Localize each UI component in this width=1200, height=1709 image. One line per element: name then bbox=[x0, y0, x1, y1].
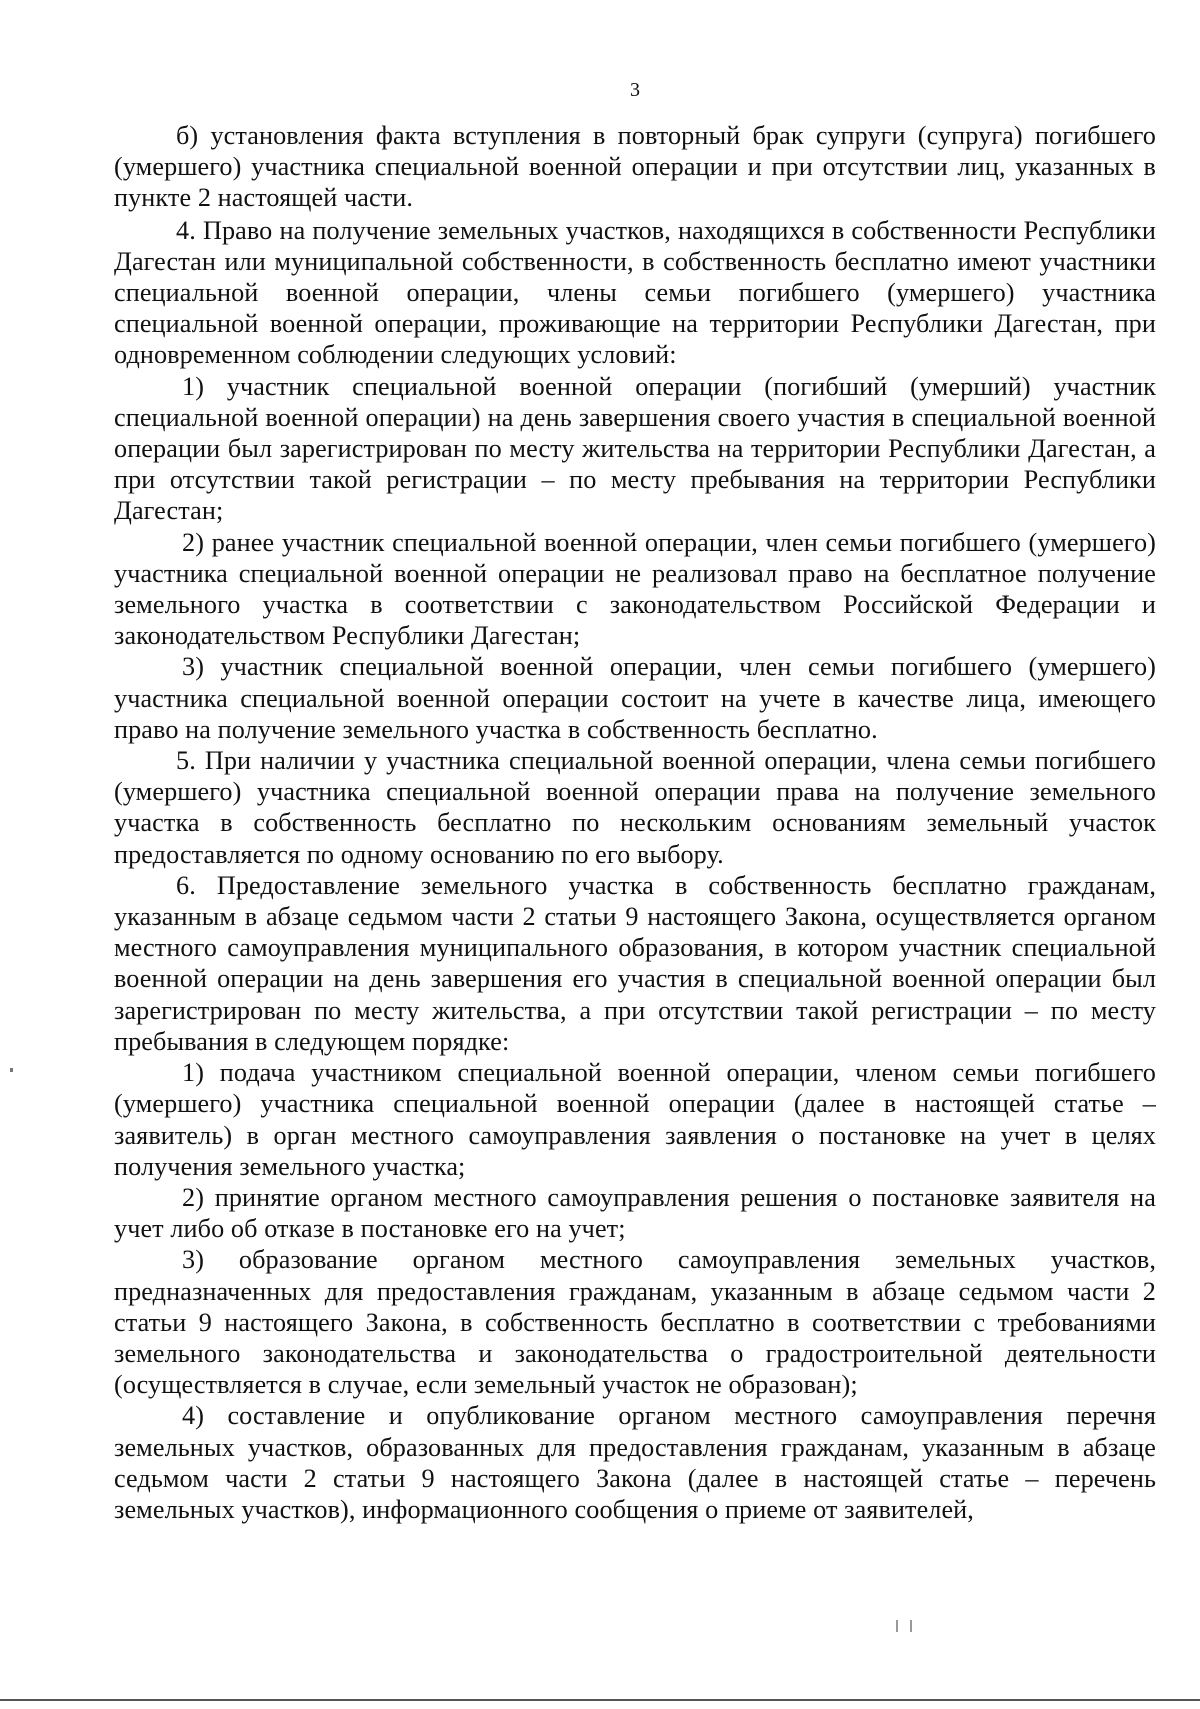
document-body bbox=[114, 120, 1156, 1525]
paragraph-6: 6. Предоставление земельного участка в собственность бесплатно гражданам, указанным в абзаце седьмом части 2 статьи 9 настоящего Закона, осуществляется органом местного самоуправления муниципального образования, в котором участник специальной военной операции на день завершения его участия в специальной военной операции был зарегистрирован по месту жительства, а при отсутствии такой регистрации – по месту пребывания в следующем порядке: bbox=[114, 870, 1156, 1056]
scan-mark bbox=[896, 1620, 898, 1632]
scan-mark bbox=[910, 1620, 912, 1632]
paragraph-5: 5. При наличии у участника специальной военной операции, члена семьи погибшего (умершего) участника специальной военной операции права на получение земельного участка в собственность бесплатно по нескольким основаниям земельный участок предоставляется по одному основанию по его выбору. bbox=[114, 746, 1156, 869]
paragraph-4: 4. Право на получение земельных участков, находящихся в собственности Республики Дагестан или муниципальной собственности, в собственность бесплатно имеют участники специальной военной операции, члены семьи погибшего (умершего) участника специальной военной операции, проживающие на территории Республики Дагестан, при одновременном соблюдении следующих условий: bbox=[114, 215, 1156, 370]
page-number: 3 bbox=[630, 79, 640, 101]
paragraph-3b: б) установления факта вступления в повторный брак супруги (супруга) погибшего (умершего) участника специальной военной операции и при отсутствии лиц, указанных в пункте 2 настоящей части. bbox=[114, 121, 1156, 213]
paragraph-4-item-2: 2) ранее участник специальной военной операции, член семьи погибшего (умершего) участника специальной военной операции не реализовал право на бесплатное получение земельного участка в соответствии с законодательством Российской Федерации и законодательством Республики Дагестан; bbox=[114, 527, 1156, 651]
paragraph-6-item-1: 1) подача участником специальной военной операции, членом семьи погибшего (умершего) участника специальной военной операции (далее в настоящей статье – заявитель) в орган местного самоуправления заявления о постановке на учет в целях получения земельного участка; bbox=[114, 1058, 1156, 1181]
paragraph-4-item-1: 1) участник специальной военной операции (погибший (умерший) участник специальной военной операции) на день завершения своего участия в специальной военной операции был зарегистрирован по месту жительства на территории Республики Дагестан, а при отсутствии такой регистрации – по месту пребывания на территории Республики Дагестан; bbox=[114, 371, 1156, 526]
paragraph-4-item-3: 3) участник специальной военной операции, член семьи погибшего (умершего) участника специальной военной операции состоит на учете в качестве лица, имеющего право на получение земельного участка в собственность бесплатно. bbox=[114, 652, 1156, 744]
scan-speck bbox=[10, 1068, 13, 1072]
scan-bottom-edge bbox=[0, 1699, 1200, 1701]
paragraph-6-item-3: 3) образование органом местного самоуправления земельных участков, предназначенных для предоставления гражданам, указанным в абзаце седьмом части 2 статьи 9 настоящего Закона, в собственность бесплатно в соответствии с требованиями земельного законодательства и законодательства о градостроительной деятельности (осуществляется в случае, если земельный участок не образован); bbox=[114, 1245, 1156, 1400]
paragraph-6-item-2: 2) принятие органом местного самоуправления решения о постановке заявителя на учет либо об отказе в постановке его на учет; bbox=[114, 1182, 1156, 1244]
paragraph-6-item-4: 4) составление и опубликование органом местного самоуправления перечня земельных участков, образованных для предоставления гражданам, указанным в абзаце седьмом части 2 статьи 9 настоящего Закона (далее в настоящей статье – перечень земельных участков), информационного сообщения о приеме от заявителей, bbox=[114, 1401, 1156, 1524]
